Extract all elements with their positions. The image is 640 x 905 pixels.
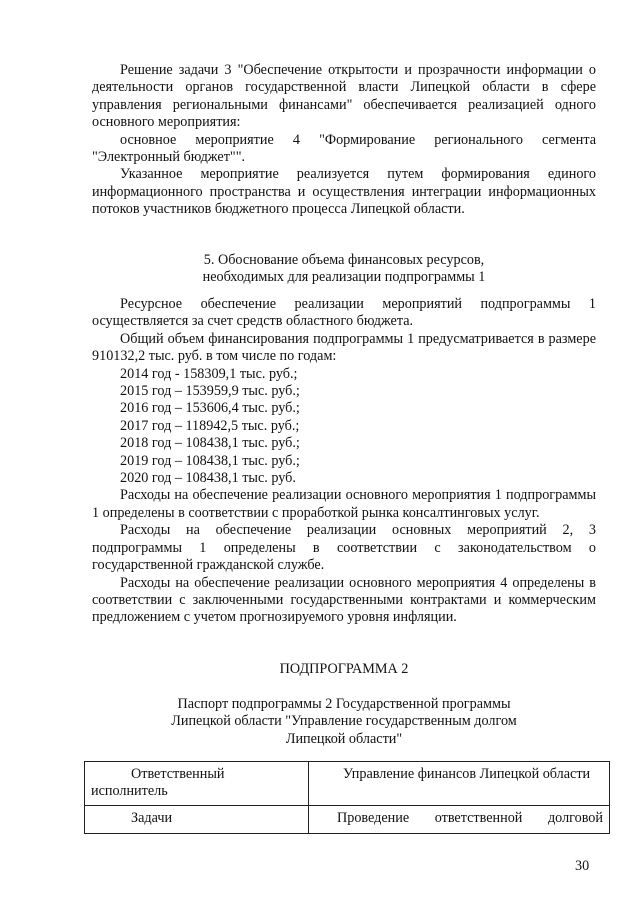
paragraph-expenses-activity-4: Расходы на обеспечение реализации основного мероприятия 4 определены в соответствии с заключенными государственными контрактами и коммерческим предложением с учетом прогнозируемого уровня инфляции.: [92, 574, 596, 626]
passport-table: [84, 761, 610, 834]
list-item: 2015 год – 153959,9 тыс. руб.;: [120, 383, 300, 400]
section5-body: [92, 296, 596, 627]
paragraph-expenses-activities-2-3: Расходы на обеспечение реализации основных мероприятий 2, 3 подпрограммы 1 определены в соответствии с законодательством о государственной гражданской службе.: [92, 522, 596, 574]
paragraph-task3: Решение задачи 3 "Обеспечение открытости и прозрачности информации о деятельности органов государственной власти Липецкой области в сфере управления региональными финансами" обеспечивается реализацией одного основного мероприятия:: [92, 62, 596, 131]
list-item: 2016 год – 153606,4 тыс. руб.;: [120, 400, 300, 417]
paragraph-main-activity-4-a: основное мероприятие 4 "Формирование регионального сегмента: [120, 131, 596, 148]
paragraph-total-financing: Общий объем финансирования подпрограммы 1 предусматривается в размере 910132,2 тыс. руб. в том числе по годам:: [92, 330, 596, 365]
subprogram-title-block: [92, 661, 596, 678]
table-cell-label: Ответственный исполнитель: [85, 762, 309, 806]
list-item: 2014 год - 158309,1 тыс. руб.;: [120, 365, 298, 382]
table-row: [85, 762, 610, 806]
list-item: 2018 год – 108438,1 тыс. руб.;: [120, 435, 300, 452]
passport-title-line2: Липецкой области "Управление государственным долгом: [171, 713, 517, 730]
section5-heading-line2: необходимых для реализации подпрограммы 1: [202, 269, 486, 286]
table-row: [85, 806, 610, 834]
intro-text: [92, 62, 596, 219]
list-item: 2020 год – 108438,1 тыс. руб.: [120, 470, 296, 487]
table-cell-value: Проведение ответственной долговой: [309, 806, 610, 834]
paragraph-main-activity-4-b: "Электронный бюджет"".: [92, 149, 246, 166]
subprogram-title: ПОДПРОГРАММА 2: [279, 661, 409, 677]
table-cell-value: Управление финансов Липецкой области: [309, 762, 610, 806]
list-item: 2019 год – 108438,1 тыс. руб.;: [120, 452, 300, 469]
paragraph-resource-provision: Ресурсное обеспечение реализации мероприятий подпрограммы 1 осуществляется за счет средств областного бюджета.: [92, 296, 596, 330]
section5-heading-line1: 5. Обоснование объема финансовых ресурсов,: [203, 252, 485, 268]
paragraph-activity-description: Указанное мероприятие реализуется путем формирования единого информационного пространства и осуществления интеграции информационных потоков участников бюджетного процесса Липецкой области.: [92, 166, 596, 218]
table-cell-label: Задачи: [85, 806, 309, 834]
page-number: 30: [575, 858, 590, 874]
passport-title-block: [92, 696, 596, 748]
section5-heading: [92, 252, 596, 287]
list-item: 2017 год – 118942,5 тыс. руб.;: [120, 417, 300, 434]
passport-title-line3: Липецкой области": [285, 730, 403, 747]
passport-title-line1: Паспорт подпрограммы 2 Государственной программы: [177, 696, 511, 712]
yearly-financing-list: [92, 366, 596, 488]
paragraph-expenses-activity-1: Расходы на обеспечение реализации основного мероприятия 1 подпрограммы 1 определены в соответствии с проработкой рынка консалтинговых услуг.: [92, 487, 596, 521]
